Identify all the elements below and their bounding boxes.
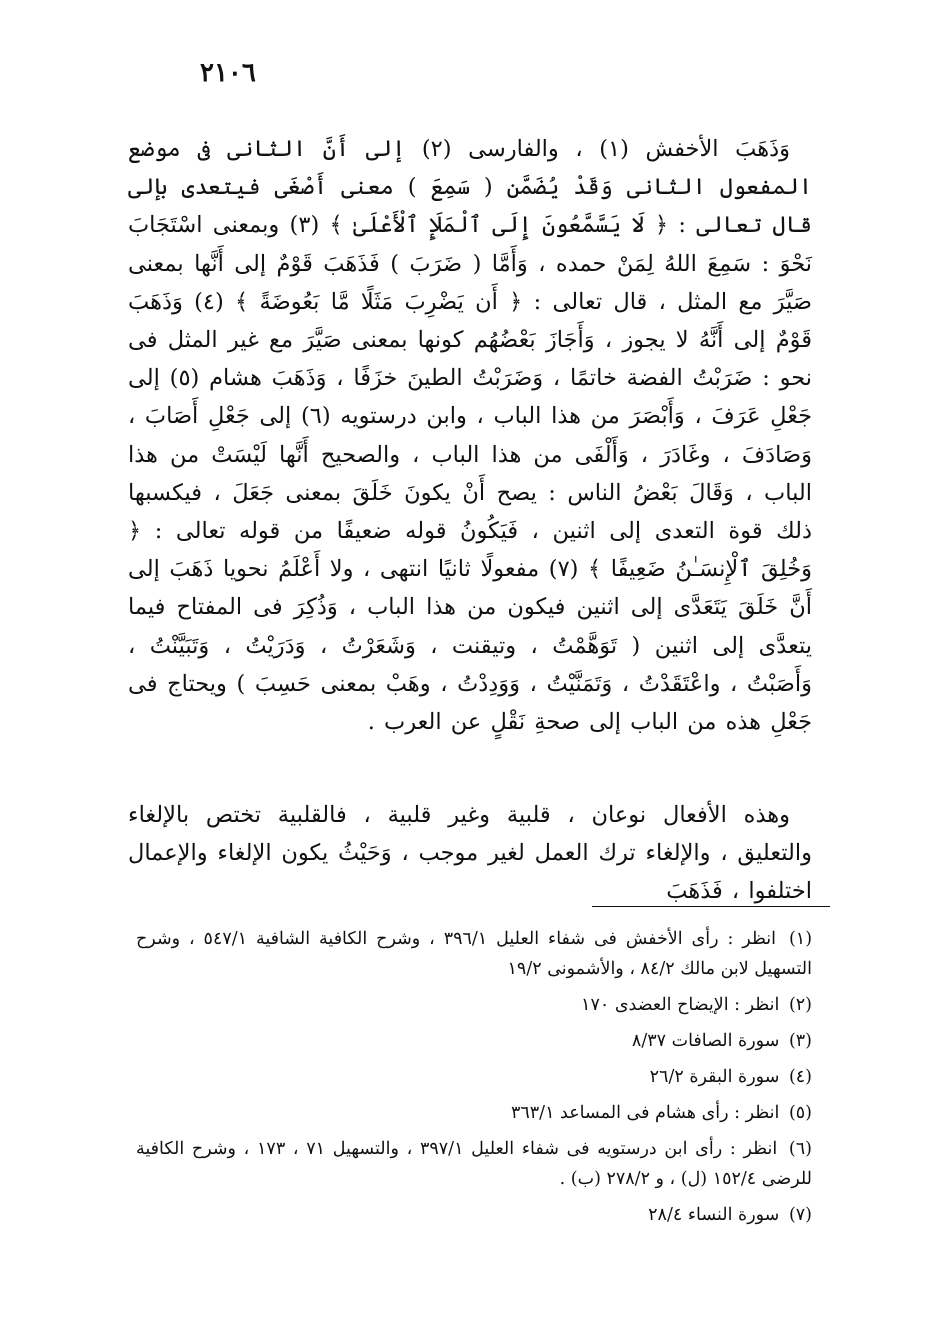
footnote-text: انظر : رأى الأخفش فى شفاء العليل ٣٩٦/١ ، وشرح الكافية الشافية ٥٤٧/١ ، وشرح التسهيل لابن مالك ٨٤/٢ ، والأشمونى ١٩/٢	[136, 929, 812, 979]
footnote	[136, 990, 812, 1020]
footnote	[136, 1200, 812, 1230]
footnote	[136, 1026, 812, 1056]
footnote	[136, 1098, 812, 1128]
footnote-text: انظر : رأى ابن درستويه فى شفاء العليل ٣٩٧/١ ، والتسهيل ٧١ ، ١٧٣ ، وشرح الكافية للرضى ١٥٢/٤ (ل) ، و ٢٧٨/٢ (ب) .	[136, 1139, 812, 1189]
footnote	[136, 1134, 812, 1194]
footnote-number: (٣)	[788, 1031, 812, 1051]
footnote-text: سورة الصافات ٨/٣٧	[631, 1031, 780, 1051]
body-paragraph-2-text: وهذه الأفعال نوعان ، قلبية وغير قلبية ، فالقلبية تختص بالإلغاء والتعليق ، والإلغاء ترك العمل لغير موجب ، وَحَيْثُ يكون الإلغاء والإعمال اختلفوا ، فَذَهَبَ	[128, 802, 812, 905]
footnote-number: (٤)	[788, 1067, 812, 1087]
footnote-separator	[592, 906, 830, 907]
footnote-text: سورة البقرة ٢٦/٢	[649, 1067, 780, 1087]
footnote	[136, 924, 812, 984]
page-number: ٢١٠٦	[200, 58, 256, 88]
footnote-text: انظر : الإيضاح العضدى ١٧٠	[581, 995, 780, 1015]
footnote-text: انظر : رأى هشام فى المساعد ٣٦٣/١	[510, 1103, 780, 1123]
body-paragraph-1	[128, 130, 812, 741]
footnote-number: (٦)	[788, 1139, 812, 1159]
footnote	[136, 1062, 812, 1092]
body-paragraph-1-text: وَذَهَبَ الأخفش (١) ، والفارسى (٢) إلى أَنَّ الثانى فى موضع المفعول الثانى وَقَدْ يُضَمَّن ( سَمِعَ ) معنى أَصْغَى فيتعدى بإلى قال تعالى : ﴿ لَا يَسَّمَّعُونَ إِلَى ٱلْمَلَإِ ٱلْأَعْلَىٰ ﴾ (٣) وبمعنى اسْتَجَابَ نَحْوَ : سَمِعَ اللهُ لِمَنْ حمده ، وَأَمَّا ( ضَرَبَ ) فَذَهَبَ قَوْمٌ إلى أَنَّها بمعنى صَيَّرَ مع المثل ، قال تعالى : ﴿ أَن يَضْرِبَ مَثَلًا مَّا بَعُوضَةً ﴾ (٤) وَذَهَبَ قَوْمٌ إلى أَنَّهُ لا يجوز ، وَأَجَازَ بَعْضُهُم كونها بمعنى صَيَّرَ مع غير المثل فى نحو : ضَرَبْتُ الفضة خاتمًا ، وَضَرَبْتُ الطينَ خزَفًا ، وَذَهَبَ هشام (٥) إلى جَعْلِ عَرَفَ ، وَأَبْصَرَ من هذا الباب ، وابن درستويه (٦) إلى جَعْلِ أَصَابَ ، وَصَادَفَ ، وغَادَرَ ، وَأَلْفَى من هذا الباب ، والصحيح أَنَّها لَيْسَتْ من هذا الباب ، وَقَالَ بَعْضُ الناس : يصح أَنْ يكونَ خَلَقَ بمعنى جَعَلَ ، فيكسبها ذلك قوة التعدى إلى اثنين ، فَيَكُونُ قوله ضعيفًا من قوله تعالى : ﴿ وَخُلِقَ ٱلْإِنسَـٰنُ ضَعِيفًا ﴾ (٧) مفعولًا ثانيًا انتهى ، ولا أَعْلَمُ نحويا ذَهَبَ إلى أَنَّ خَلَقَ يَتَعَدَّى إلى اثنين فيكون من هذا الباب ، وَذُكِرَ فى المفتاح فيما يتعدَّى إلى اثنين ( تَوَهَّمْتُ ، وتيقنت ، وَشَعَرْتُ ، وَدَرَيْتُ ، وَتَبَيَّنْتُ ، وَأَصَبْتُ ، واعْتَقَدْتُ ، وَتَمَنَّيْتُ ، وَوَدِدْتُ ، وهَبْ بمعنى حَسِبَ ) ويحتاج فى جَعْلِ هذه من الباب إلى صحةِ نَقْلٍ عن العرب .	[128, 136, 813, 736]
footnote-text: سورة النساء ٢٨/٤	[648, 1205, 780, 1225]
footnote-number: (١)	[788, 929, 813, 949]
body-paragraph-2	[128, 796, 812, 911]
footnote-number: (٢)	[788, 995, 812, 1015]
footnotes	[136, 924, 812, 1236]
footnote-number: (٥)	[788, 1103, 812, 1123]
footnote-number: (٧)	[788, 1205, 812, 1225]
